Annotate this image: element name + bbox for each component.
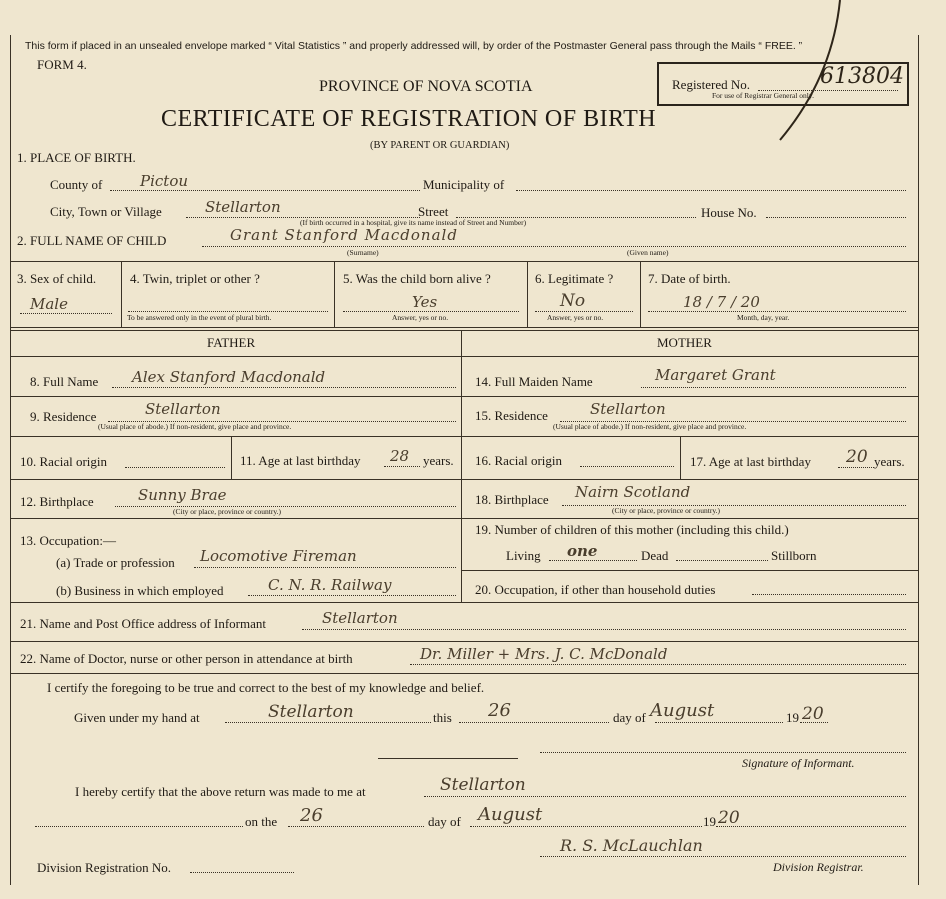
living-value: one <box>567 542 598 560</box>
twin-line <box>128 311 328 312</box>
registrar-day-line <box>288 826 424 827</box>
mother-birthplace-note: (City or place, province or country.) <box>612 506 721 515</box>
registrar-year-prefix: 19 <box>703 814 716 829</box>
father-residence-value: Stellarton <box>145 400 221 418</box>
father-occupation-label: 13. Occupation:— <box>20 533 117 548</box>
dob-note: Month, day, year. <box>737 313 790 322</box>
legitimate-label: 6. Legitimate ? <box>535 271 614 286</box>
dayof-label: day of <box>613 710 646 725</box>
father-age-line <box>384 466 420 467</box>
city-value: Stellarton <box>205 198 281 216</box>
mother-occupation-label: 20. Occupation, if other than household duties <box>475 582 716 597</box>
father-business-label: (b) Business in which employed <box>56 583 224 598</box>
mother-maiden-line <box>641 387 906 388</box>
given-place-value: Stellarton <box>268 702 354 722</box>
mail-notice: This form if placed in an unsealed envelope marked “ Vital Statistics ” and properly addressed will, by order of the Postmaster General pass through the Mails “ FREE. ” <box>25 40 803 52</box>
registrar-place-line <box>424 796 906 797</box>
sex-label: 3. Sex of child. <box>17 271 97 286</box>
mother-age-line <box>838 467 874 468</box>
form-number: FORM 4. <box>37 57 87 72</box>
sex-value: Male <box>30 295 68 313</box>
father-age-value: 28 <box>390 447 410 465</box>
child-name-label: 2. FULL NAME OF CHILD <box>17 233 167 248</box>
legitimate-note: Answer, yes or no. <box>547 313 604 322</box>
alive-label: 5. Was the child born alive ? <box>343 271 491 286</box>
father-birthplace-note: (City or place, province or country.) <box>173 507 282 516</box>
rule <box>378 758 518 759</box>
father-trade-line <box>194 567 456 568</box>
informant-signature-caption: Signature of Informant. <box>742 756 855 770</box>
legitimate-line <box>535 311 633 312</box>
rule <box>680 437 681 479</box>
rule <box>231 437 232 479</box>
father-age-label: 11. Age at last birthday <box>240 453 361 468</box>
division-registrar-caption: Division Registrar. <box>773 860 864 874</box>
doctor-label: 22. Name of Doctor, nurse or other person in attendance at birth <box>20 651 353 666</box>
given-month-value: August <box>650 700 715 721</box>
father-birthplace-label: 12. Birthplace <box>20 494 94 509</box>
certificate-title: CERTIFICATE OF REGISTRATION OF BIRTH <box>161 106 657 132</box>
rule <box>10 479 918 480</box>
twin-label: 4. Twin, triplet or other ? <box>130 271 260 286</box>
father-business-value: C. N. R. Railway <box>268 576 392 594</box>
rule <box>10 356 918 357</box>
municipality-line <box>516 190 906 191</box>
stillborn-label: Stillborn <box>771 548 817 563</box>
county-value: Pictou <box>140 172 189 190</box>
county-label: County of <box>50 177 103 192</box>
rule <box>10 673 918 674</box>
mother-race-label: 16. Racial origin <box>475 453 563 468</box>
dob-line <box>648 311 906 312</box>
mother-residence-value: Stellarton <box>590 400 666 418</box>
rule <box>121 262 122 327</box>
doctor-value: Dr. Miller + Mrs. J. C. McDonald <box>420 645 668 663</box>
mother-age-label: 17. Age at last birthday <box>690 454 811 469</box>
children-count-label: 19. Number of children of this mother (including this child.) <box>475 522 789 537</box>
mother-maiden-label: 14. Full Maiden Name <box>475 374 593 389</box>
registrar-use-note: For use of Registrar General only. <box>712 91 814 100</box>
sex-line <box>20 313 112 314</box>
registrar-statement: I hereby certify that the above return was made to me at <box>75 784 366 799</box>
rule <box>640 262 641 327</box>
rule <box>10 261 918 262</box>
registrar-year-suffix: 20 <box>718 808 740 828</box>
registrar-signature-line <box>540 856 906 857</box>
mother-birthplace-label: 18. Birthplace <box>475 492 549 507</box>
street-label: Street <box>418 204 449 219</box>
rule <box>527 262 528 327</box>
mother-race-line <box>580 466 674 467</box>
mother-years-label: years. <box>874 454 905 469</box>
living-label: Living <box>506 548 541 563</box>
father-residence-note: (Usual place of abode.) If non-resident, give place and province. <box>98 422 292 431</box>
parents-divider <box>461 330 462 602</box>
alive-note: Answer, yes or no. <box>392 313 449 322</box>
mother-birthplace-value: Nairn Scotland <box>575 483 691 501</box>
informant-label: 21. Name and Post Office address of Informant <box>20 616 266 631</box>
county-line <box>110 190 420 191</box>
year-prefix: 19 <box>786 710 799 725</box>
mother-residence-label: 15. Residence <box>475 408 548 423</box>
ink-stroke <box>770 0 850 145</box>
informant-signature-line <box>540 752 906 753</box>
given-day-line <box>459 722 609 723</box>
father-trade-value: Locomotive Fireman <box>200 547 357 565</box>
mother-occupation-line <box>752 594 906 595</box>
father-trade-label: (a) Trade or profession <box>56 555 175 570</box>
division-registration-label: Division Registration No. <box>37 860 171 875</box>
father-birthplace-value: Sunny Brae <box>138 486 227 504</box>
registrar-month-value: August <box>478 804 543 825</box>
this-label: this <box>433 710 452 725</box>
father-business-line <box>248 595 456 596</box>
father-years-label: years. <box>423 453 454 468</box>
rule <box>10 602 918 603</box>
father-name-line <box>112 387 456 388</box>
registrar-place-value: Stellarton <box>440 775 526 795</box>
father-race-label: 10. Racial origin <box>20 454 108 469</box>
rule <box>461 396 918 397</box>
left-border <box>10 35 11 885</box>
child-name-value: Grant Stanford Macdonald <box>230 226 458 244</box>
house-label: House No. <box>701 205 757 220</box>
dead-label: Dead <box>641 548 669 563</box>
mother-maiden-value: Margaret Grant <box>655 366 776 384</box>
surname-note: (Surname) <box>347 248 379 257</box>
given-place-line <box>225 722 431 723</box>
right-border <box>918 35 919 885</box>
twin-note: To be answered only in the event of plural birth. <box>127 313 272 322</box>
registrar-year-line <box>716 826 906 827</box>
rule <box>461 570 918 571</box>
doctor-line <box>410 664 906 665</box>
alive-value: Yes <box>412 293 438 311</box>
city-label: City, Town or Village <box>50 204 162 219</box>
registered-number: 613804 <box>820 64 904 89</box>
dead-line <box>676 560 768 561</box>
registered-label: Registered No. <box>672 77 750 92</box>
father-residence-label: 9. Residence <box>30 409 97 424</box>
rule <box>10 327 918 328</box>
municipality-label: Municipality of <box>423 177 505 192</box>
street-note: (If birth occurred in a hospital, give its name instead of Street and Number) <box>300 218 527 227</box>
father-name-label: 8. Full Name <box>30 374 99 389</box>
year-line <box>800 722 828 723</box>
informant-value: Stellarton <box>322 609 398 627</box>
registrar-signature: R. S. McLauchlan <box>560 836 703 855</box>
registrar-day-value: 26 <box>300 805 323 826</box>
dob-label: 7. Date of birth. <box>648 271 731 286</box>
given-label: Given under my hand at <box>74 710 200 725</box>
rule <box>334 262 335 327</box>
certify-statement: I certify the foregoing to be true and correct to the best of my knowledge and belief. <box>47 680 485 695</box>
place-of-birth-heading: 1. PLACE OF BIRTH. <box>17 150 136 165</box>
rule <box>10 518 918 519</box>
living-line <box>549 560 637 561</box>
given-day-value: 26 <box>488 700 511 721</box>
dob-value: 18 / 7 / 20 <box>683 293 760 311</box>
mother-residence-note: (Usual place of abode.) If non-resident, give place and province. <box>553 422 747 431</box>
given-month-line <box>655 722 783 723</box>
on-the-label: on the <box>245 814 278 829</box>
rule <box>10 436 918 437</box>
rule <box>10 641 918 642</box>
mother-age-value: 20 <box>846 447 868 467</box>
father-race-line <box>125 467 225 468</box>
certificate-subtitle: (BY PARENT OR GUARDIAN) <box>370 140 510 151</box>
given-name-note: (Given name) <box>627 248 669 257</box>
registrar-pre-line <box>35 826 243 827</box>
province-heading: PROVINCE OF NOVA SCOTIA <box>319 78 533 95</box>
legitimate-value: No <box>560 291 586 311</box>
house-line <box>766 217 906 218</box>
rule <box>10 396 461 397</box>
informant-line <box>302 629 906 630</box>
mother-heading: MOTHER <box>657 335 712 350</box>
registrar-dayof-label: day of <box>428 814 461 829</box>
rule <box>10 330 918 331</box>
year-suffix: 20 <box>802 704 824 724</box>
father-birthplace-line <box>115 506 456 507</box>
father-heading: FATHER <box>207 335 256 350</box>
father-name-value: Alex Stanford Macdonald <box>132 368 326 386</box>
registrar-month-line <box>470 826 702 827</box>
child-name-line <box>202 246 906 247</box>
alive-line <box>343 311 519 312</box>
division-registration-line <box>190 872 294 873</box>
